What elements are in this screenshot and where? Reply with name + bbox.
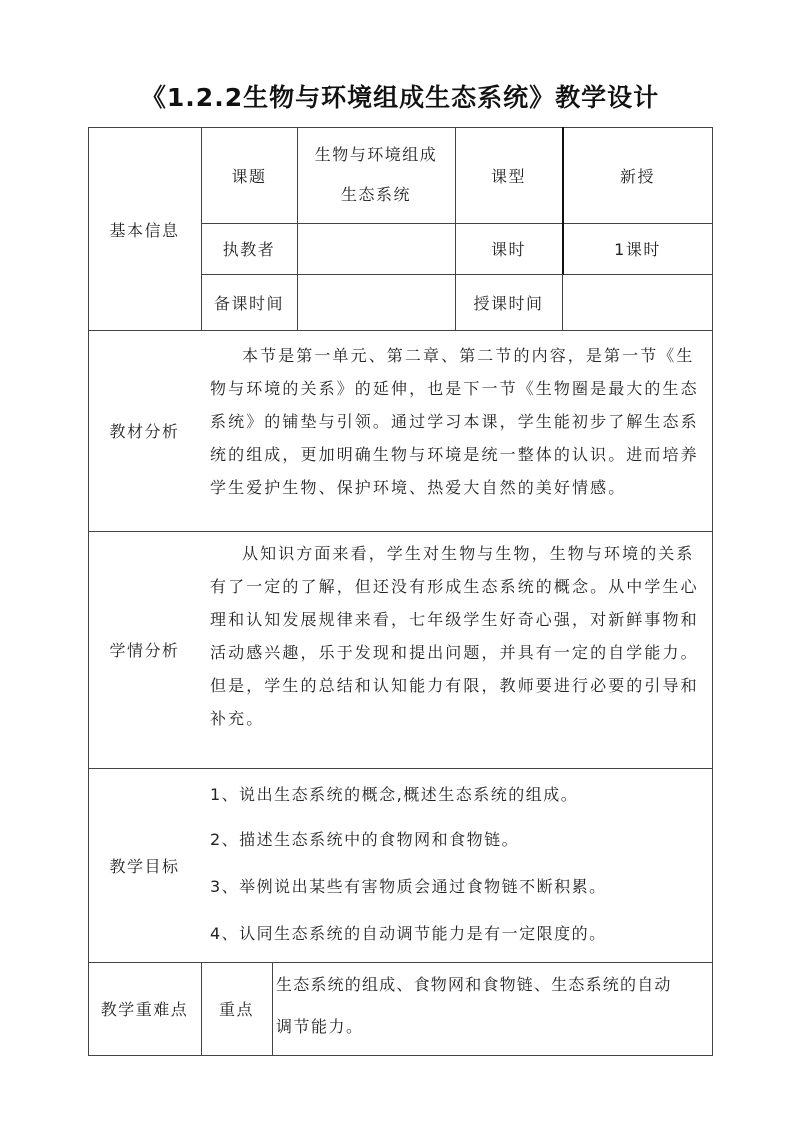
type-label: 课型 [490, 166, 526, 186]
material-analysis-label: 教材分析 [109, 422, 180, 441]
teacher-label: 执教者 [222, 240, 276, 259]
objective-item: 1、说出生态系统的概念,概述生态系统的组成。 [210, 785, 579, 804]
table-col-divider [272, 962, 273, 1056]
key-points-text [276, 962, 710, 1055]
objectives-list [210, 768, 704, 962]
prep-time-label: 备课时间 [213, 293, 284, 313]
type-value: 新授 [619, 166, 655, 186]
table-border-right [712, 127, 713, 1056]
objective-item: 4、认同生态系统的自动调节能力是有一定限度的。 [210, 924, 607, 943]
key-points-label: 教学重难点 [100, 1000, 189, 1019]
objective-item: 3、举例说出某些有害物质会通过食物链不断积累。 [210, 877, 607, 896]
hours-label: 课时 [490, 240, 526, 259]
key-points-line: 生态系统的组成、食物网和食物链、生态系统的自动 [276, 975, 672, 994]
table-border-bottom [88, 1055, 713, 1056]
basic-info-label: 基本信息 [109, 220, 180, 240]
objectives-label: 教学目标 [109, 856, 180, 876]
key-points-line: 调节能力。 [276, 1017, 364, 1036]
learner-analysis-text: 从知识方面来看，学生对生物与生物，生物与环境的关系有了一定的了解，但还没有形成生态系统的概念。从中学生心理和认知发展规律来看，七年级学生好奇心强，对新鲜事物和活动感兴趣，乐于发现和提出问题，并具有一定的自学能力。但是，学生的总结和认知能力有限，教师要进行必要的引导和补充。 [210, 544, 699, 728]
topic-value [297, 127, 455, 223]
class-time-value [563, 274, 712, 330]
prep-time-value [297, 274, 455, 330]
document-title: 《1.2.2生物与环境组成生态系统》教学设计 [140, 83, 660, 112]
objective-item: 2、描述生态系统中的食物网和食物链。 [210, 830, 520, 849]
class-time-label: 授课时间 [473, 293, 544, 313]
learner-analysis-label: 学情分析 [109, 641, 180, 660]
key-points-sub-label: 重点 [218, 1000, 254, 1019]
topic-label: 课题 [231, 166, 267, 186]
teacher-value [297, 223, 455, 274]
topic-value-line1: 生物与环境组成 [314, 145, 438, 164]
material-analysis-text: 本节是第一单元、第二章、第二节的内容，是第一节《生物与环境的关系》的延伸，也是下一节《生物圈是最大的生态系统》的铺垫与引领。通过学习本课，学生能初步了解生态系统的组成，更加明确生物与环境是统一整体的认识。进而培养学生爱护生物、保护环境、热爱大自然的美好情感。 [210, 346, 699, 497]
hours-value: 1课时 [614, 240, 661, 259]
topic-value-line2: 生态系统 [340, 185, 411, 204]
